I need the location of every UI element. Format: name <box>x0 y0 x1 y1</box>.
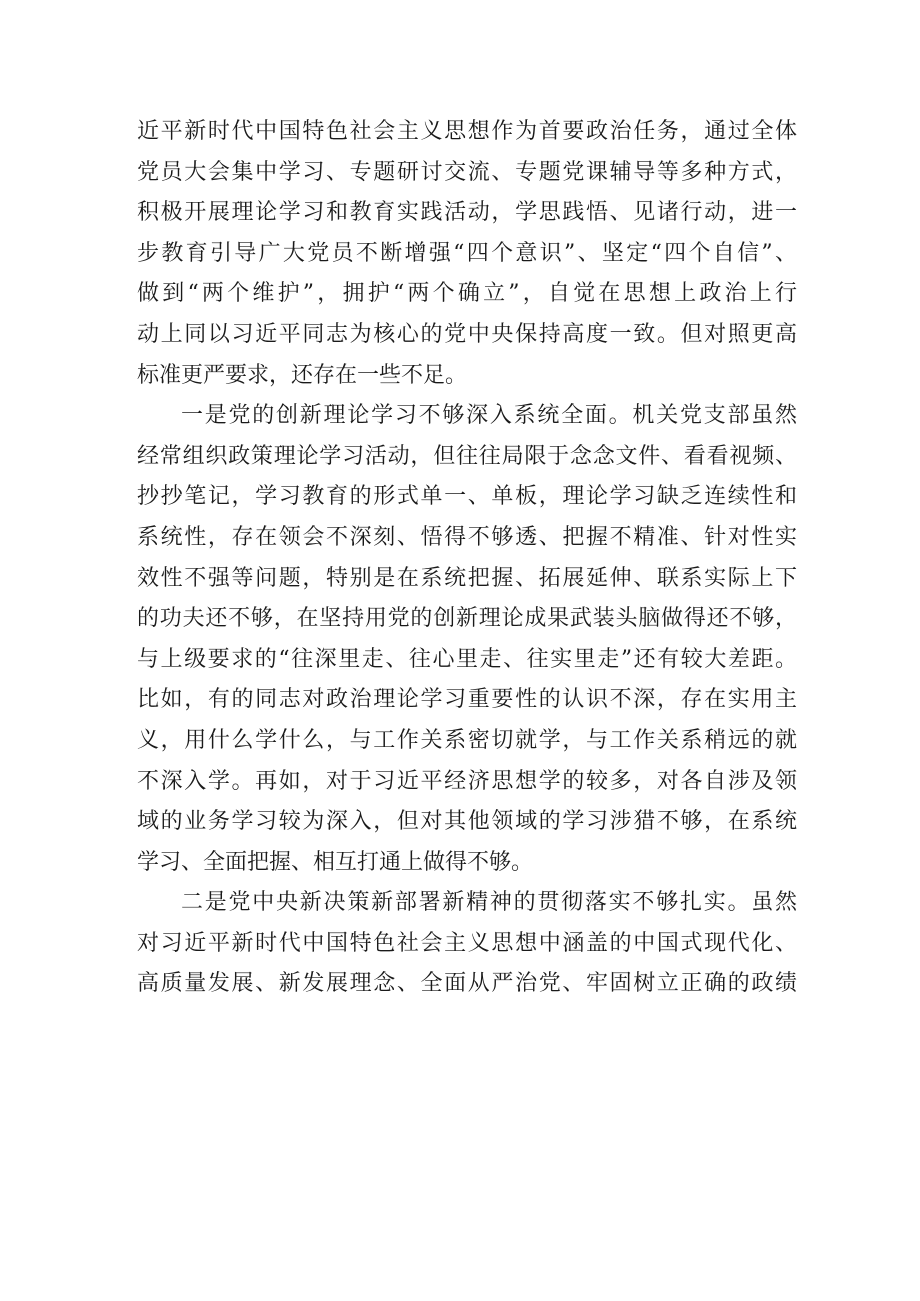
text-line: 比如，有的同志对政治理论学习重要性的认识不深，存在实用主 <box>137 687 797 713</box>
text-line: 高质量发展、新发展理念、全面从严治党、牢固树立正确的政绩 <box>137 971 797 997</box>
text-line: 对习近平新时代中国特色社会主义思想中涵盖的中国式现代化、 <box>137 930 797 956</box>
text-line: 义，用什么学什么，与工作关系密切就学，与工作关系稍远的就 <box>137 727 797 753</box>
text-line: 域的业务学习较为深入，但对其他领域的学习涉猎不够，在系统 <box>137 809 797 835</box>
text-line: 系统性，存在领会不深刻、悟得不够透、把握不精准、针对性实 <box>137 524 797 550</box>
text-line: 不深入学。再如，对于习近平经济思想学的较多，对各自涉及领 <box>137 768 797 794</box>
text-line: 与上级要求的“往深里走、往心里走、往实里走”还有较大差距。 <box>137 646 797 672</box>
text-line: 效性不强等问题，特别是在系统把握、拓展延伸、联系实际上下 <box>137 565 797 591</box>
text-line: 标准更严要求，还存在一些不足。 <box>137 362 468 388</box>
text-line: 步教育引导广大党员不断增强“四个意识”、坚定“四个自信”、 <box>137 240 797 266</box>
text-line: 近平新时代中国特色社会主义思想作为首要政治任务，通过全体 <box>137 119 797 144</box>
text-line: 的功夫还不够，在坚持用党的创新理论成果武装头脑做得还不够， <box>137 606 797 632</box>
text-line: 做到“两个维护”，拥护“两个确立”，自觉在思想上政治上行 <box>137 281 797 307</box>
text-line: 积极开展理论学习和教育实践活动，学思践悟、见诸行动，进一 <box>137 200 797 226</box>
text-line: 抄抄笔记，学习教育的形式单一、单板，理论学习缺乏连续性和 <box>137 484 797 510</box>
text-line: 学习、全面把握、相互打通上做得不够。 <box>137 849 534 875</box>
text-line: 经常组织政策理论学习活动，但往往局限于念念文件、看看视频、 <box>137 443 797 469</box>
document-body <box>137 112 797 1005</box>
text-line: 党员大会集中学习、专题研讨交流、专题党课辅导等多种方式， <box>137 159 797 185</box>
paragraph-heading-line: 二是党中央新决策新部署新精神的贯彻落实不够扎实。虽然 <box>181 890 797 916</box>
paragraph-heading-line: 一是党的创新理论学习不够深入系统全面。机关党支部虽然 <box>181 403 797 429</box>
text-line: 动上同以习近平同志为核心的党中央保持高度一致。但对照更高 <box>137 321 797 347</box>
